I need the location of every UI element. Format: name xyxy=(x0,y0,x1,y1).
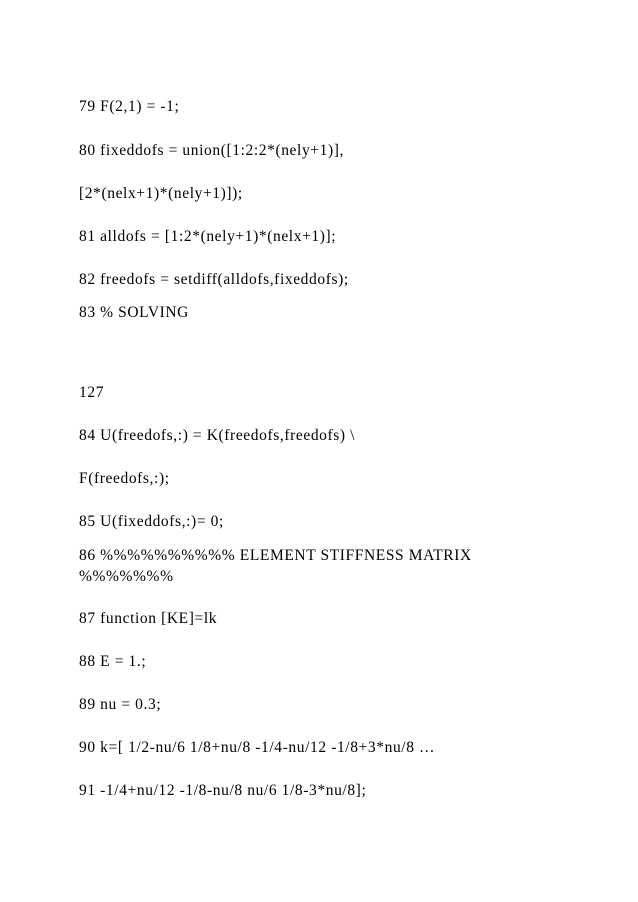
code-line-91: 91 -1/4+nu/12 -1/8-nu/8 nu/6 1/8-3*nu/8]; xyxy=(79,782,367,799)
code-line-79: 79 F(2,1) = -1; xyxy=(79,98,180,115)
code-line-85: 85 U(fixeddofs,:)= 0; xyxy=(79,513,224,530)
code-line-80: 80 fixeddofs = union([1:2:2*(nely+1)], xyxy=(79,142,344,159)
code-line-87: 87 function [KE]=lk xyxy=(79,610,218,627)
code-line-89: 89 nu = 0.3; xyxy=(79,696,162,713)
code-line-83: 83 % SOLVING xyxy=(79,304,189,321)
code-line-82: 82 freedofs = setdiff(alldofs,fixeddofs); xyxy=(79,271,349,288)
code-line-81: 81 alldofs = [1:2*(nely+1)*(nelx+1)]; xyxy=(79,228,337,245)
code-line-90: 90 k=[ 1/2-nu/6 1/8+nu/8 -1/4-nu/12 -1/8+3*nu/8 … xyxy=(79,739,436,756)
code-line-88: 88 E = 1.; xyxy=(79,653,147,670)
code-line-86: 86 %%%%%%%%%% ELEMENT STIFFNESS MATRIX xyxy=(79,547,472,564)
code-line-84: 84 U(freedofs,:) = K(freedofs,freedofs) \ xyxy=(79,427,356,444)
code-line-86-continued: %%%%%%% xyxy=(79,568,174,585)
code-line-84-continued: F(freedofs,:); xyxy=(79,470,170,487)
code-line-80-continued: [2*(nelx+1)*(nely+1)]); xyxy=(79,185,243,202)
page-number: 127 xyxy=(79,384,105,401)
